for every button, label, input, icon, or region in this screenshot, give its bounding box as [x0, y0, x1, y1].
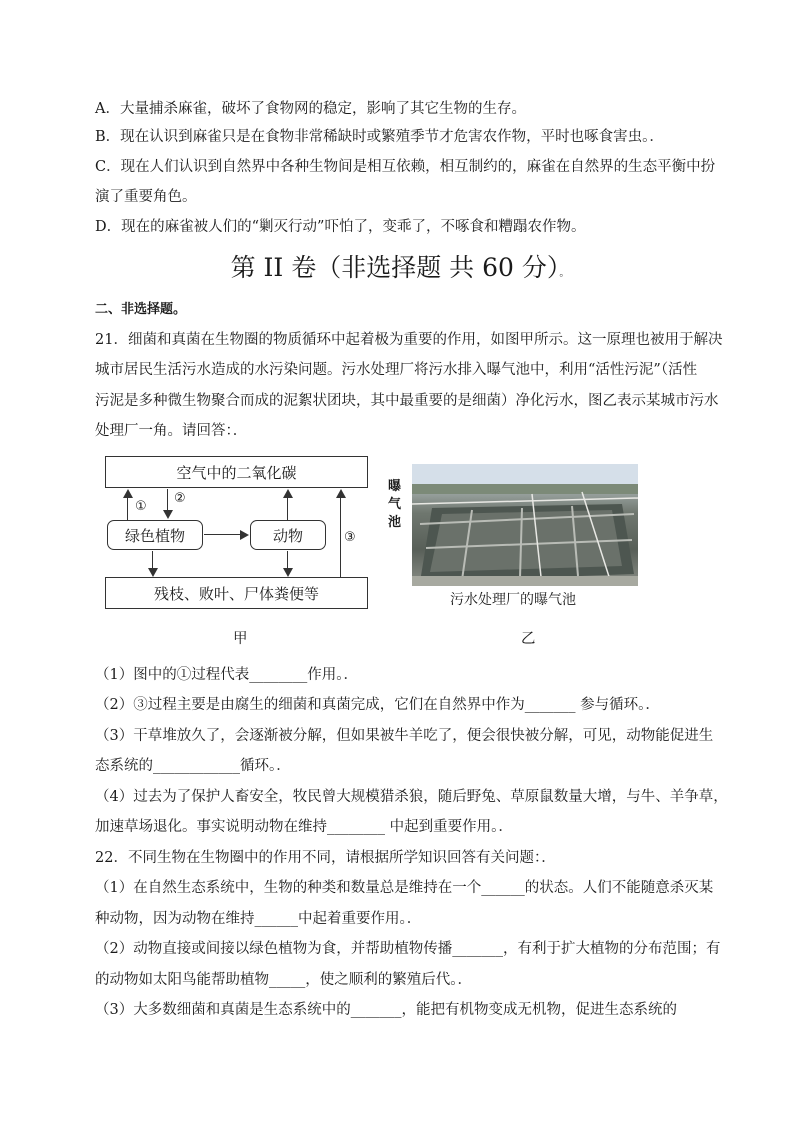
section-heading: 二、非选择题。 — [95, 302, 187, 317]
air-co2-box: 空气中的二氧化碳 — [105, 456, 368, 488]
q22-sub2-line1: （2）动物直接或间接以绿色植物为食，并帮助植物传播_______，有利于扩大植物的分布范围；有 — [95, 941, 721, 957]
option-d: D．现在的麻雀被人们的“剿灭行动”吓怕了，变乖了，不啄食和糟蹋农作物。 — [95, 219, 586, 235]
q21-line4: 处理厂一角。请回答：． — [95, 423, 248, 439]
aeration-tank-photo — [412, 464, 638, 586]
arrow-plant-animal-head — [240, 530, 249, 540]
arrow-plant-remains-head — [148, 568, 158, 577]
option-c-line2: 演了重要角色。 — [95, 189, 197, 205]
q21-sub4-line2: 加速草场退化。事实说明动物在维持________ 中起到重要作用。． — [95, 819, 513, 835]
photo-caption: 污水处理厂的曝气池 — [450, 592, 576, 608]
arrow-2-head — [163, 510, 173, 519]
q22-line1: 22．不同生物在生物圈中的作用不同，请根据所学知识回答有关问题：． — [95, 850, 556, 866]
q22-sub3-line1: （3）大多数细菌和真菌是生态系统中的_______，能把有机物变成无机物，促进生态系统的 — [95, 1002, 677, 1018]
label-3: ③ — [344, 530, 356, 545]
arrow-3-line — [340, 497, 341, 577]
option-c-line1: C．现在人们认识到自然界中各种生物间是相互依赖，相互制约的，麻雀在自然界的生态平衡中扮 — [95, 159, 716, 175]
arrow-animal-remains-line — [287, 551, 288, 569]
q21-sub1: （1）图中的①过程代表________作用。． — [95, 667, 358, 683]
arrow-plant-animal-line — [204, 534, 241, 535]
arrow-animal-remains-head — [283, 568, 293, 577]
option-a: A．大量捕杀麻雀，破坏了食物网的稳定，影响了其它生物的生存。 — [95, 101, 526, 117]
arrow-1-line — [127, 497, 128, 520]
label-2: ② — [174, 491, 186, 506]
photo-label-yi: 乙 — [521, 631, 536, 647]
q21-sub3-line1: （3）干草堆放久了，会逐渐被分解，但如果被牛羊吃了，便会很快被分解，可见，动物能促进生 — [95, 728, 714, 744]
q21-line3: 污泥是多种微生物聚合而成的泥絮状团块，其中最重要的是细菌）净化污水，图乙表示某城市污水 — [95, 393, 719, 409]
part-title — [0, 251, 800, 291]
aeration-tank-side-label: 曝 气 池 — [388, 479, 402, 530]
arrow-animal-air-line — [287, 497, 288, 520]
q22-sub1-line2: 种动物，因为动物在维持______中起着重要作用。． — [95, 911, 422, 927]
arrow-3-head — [336, 489, 346, 498]
aeration-tank-illustration — [412, 464, 638, 586]
arrow-2-line — [167, 489, 168, 511]
q21-line1: 21．细菌和真菌在生物圈的物质循环中起着极为重要的作用，如图甲所示。这一原理也被用于解决 — [95, 332, 723, 348]
arrow-plant-remains-line — [152, 551, 153, 569]
part-title-text: 第 II 卷（非选择题 共 60 分） — [230, 253, 560, 282]
q21-sub2: （2）③过程主要是由腐生的细菌和真菌完成，它们在自然界中作为_______ 参与循环。． — [95, 697, 660, 713]
animal-box: 动物 — [250, 520, 326, 550]
option-b: B．现在认识到麻雀只是在食物非常稀缺时或繁殖季节才危害农作物，平时也啄食害虫。． — [95, 129, 664, 145]
q22-sub2-line2: 的动物如太阳鸟能帮助植物_____，使之顺利的繁殖后代。． — [95, 972, 472, 988]
part-title-mark: 。 — [559, 268, 570, 279]
q22-sub1-line1: （1）在自然生态系统中，生物的种类和数量总是维持在一个______的状态。人们不能随意杀灭某 — [95, 880, 714, 896]
remains-box: 残枝、败叶、尸体粪便等 — [105, 577, 368, 609]
q21-line2: 城市居民生活污水造成的水污染问题。污水处理厂将污水排入曝气池中，利用“活性污泥”（活性 — [95, 362, 698, 378]
q21-sub3-line2: 态系统的____________循环。． — [95, 758, 291, 774]
label-1: ① — [135, 499, 147, 514]
diagram-label-jia: 甲 — [233, 631, 248, 647]
green-plant-box: 绿色植物 — [107, 520, 203, 550]
arrow-animal-air-head — [283, 489, 293, 498]
arrow-1-head — [123, 489, 133, 498]
q21-sub4-line1: （4）过去为了保护人畜安全，牧民曾大规模猎杀狼，随后野兔、草原鼠数量大增，与牛、羊争草， — [95, 789, 728, 805]
